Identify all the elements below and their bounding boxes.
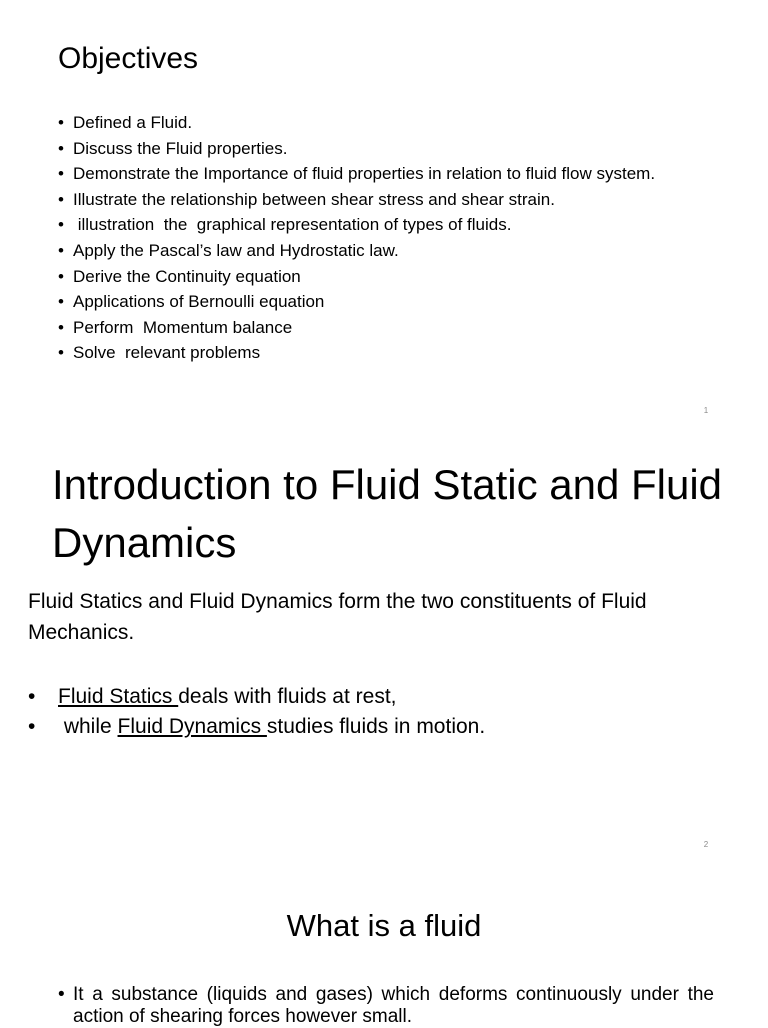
underlined-term: Fluid Dynamics <box>117 715 267 738</box>
list-item <box>28 712 748 742</box>
list-item: • Perform Momentum balance <box>58 319 718 336</box>
slide-title: Objectives <box>58 42 199 75</box>
list-item: • Defined a Fluid. <box>58 114 718 131</box>
list-item: • It a substance (liquids and gases) which deforms continuously under the action of shearing forces however small. <box>58 984 714 1028</box>
list-item: • Applications of Bernoulli equation <box>58 293 718 310</box>
list-item: • illustration the graphical representation of types of fluids. <box>58 216 718 233</box>
list-item: • Discuss the Fluid properties. <box>58 140 718 157</box>
slide-objectives <box>0 0 768 428</box>
slide-number: 2 <box>703 840 709 849</box>
list-item: • Illustrate the relationship between shear stress and shear strain. <box>58 191 718 208</box>
list-item: • Demonstrate the Importance of fluid properties in relation to fluid flow system. <box>58 165 718 182</box>
objectives-list <box>58 114 718 370</box>
underlined-term: Fluid Statics <box>58 685 179 708</box>
bullet-prefix: while <box>58 715 118 738</box>
slide-number: 1 <box>703 406 709 415</box>
statics-dynamics-list <box>28 682 748 742</box>
definition-list <box>58 984 714 1028</box>
slide-what-is-a-fluid <box>0 860 768 1027</box>
list-item: • Derive the Continuity equation <box>58 268 718 285</box>
bullet-text: studies fluids in motion. <box>266 715 486 738</box>
slide-title: What is a fluid <box>286 908 482 943</box>
list-item: • Apply the Pascal’s law and Hydrostatic law. <box>58 242 718 259</box>
list-item: • Solve relevant problems <box>58 344 718 361</box>
slide-introduction <box>0 428 768 860</box>
bullet-text: deals with fluids at rest, <box>178 685 397 708</box>
slide-title: Introduction to Fluid Static and Fluid Dynamics <box>52 461 723 566</box>
intro-paragraph: Fluid Statics and Fluid Dynamics form the two constituents of Fluid Mechanics. <box>28 590 647 644</box>
list-item <box>28 682 748 712</box>
